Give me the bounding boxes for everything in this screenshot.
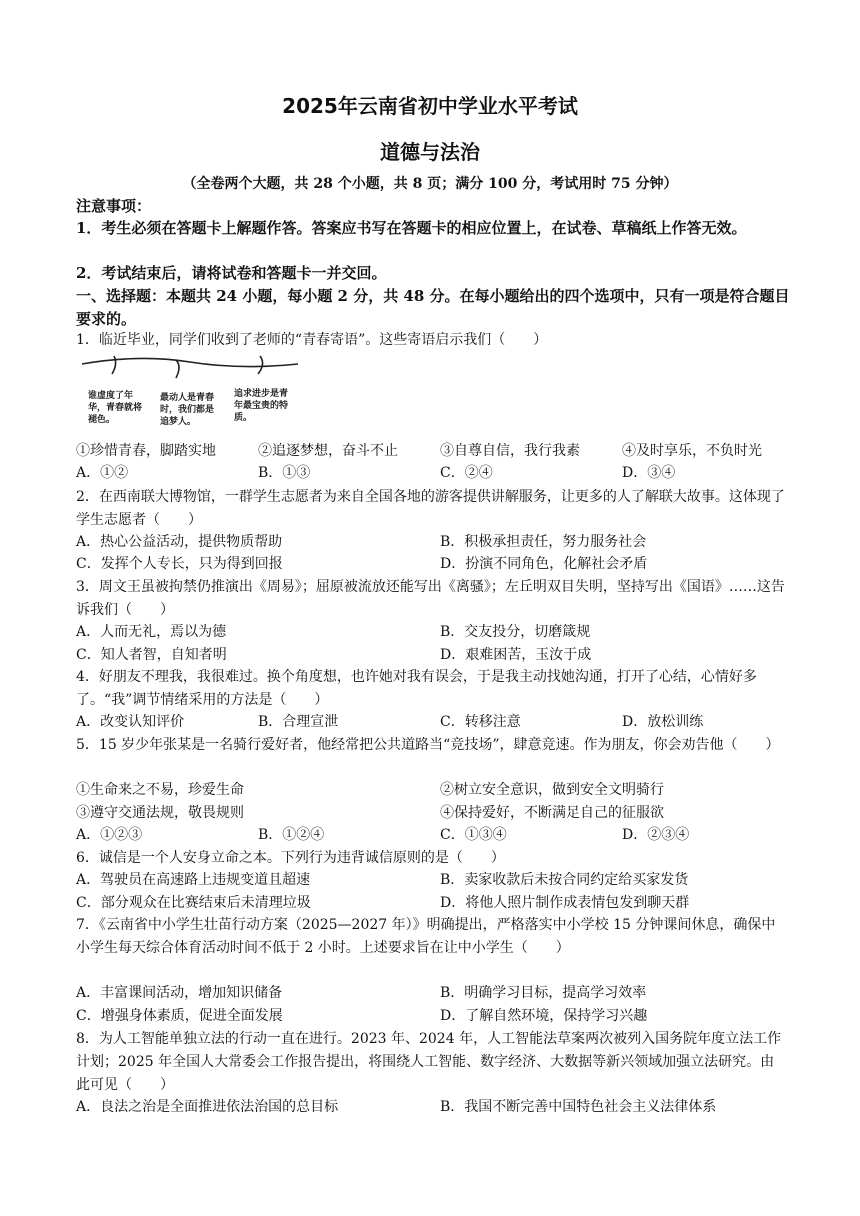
subject-title: 道德与法治 [380,140,480,164]
q3-options-row-2 [76,644,796,666]
q6-option-d: D．将他人照片制作成表情包发到聊天群 [440,895,690,911]
q4-stem: 4．好朋友不理我，我很难过。换个角度想，也许她对我有误会，于是我主动找她沟通，打开了心结，心情好多了。“我”调节情绪采用的方法是（ ） [76,669,757,708]
q8-option-a: A．良法之治是全面推进依法治国的总目标 [76,1099,339,1115]
q8-stem: 8．为人工智能单独立法的行动一直在进行。2023 年、2024 年，人工智能法草案两次被列入国务院年度立法工作计划；2025 年全国人大常委会工作报告提出，将围绕人工智能、数字经济、大数据等新兴领域加强立法研究。由此可见（ ） [76,1031,782,1093]
q5-item-1: ①生命来之不易，珍爱生命 [76,782,244,798]
hanging-string-illustration [80,352,300,382]
q2-option-b: B．积极承担责任，努力服务社会 [440,534,647,550]
q1-option-d: D．③④ [622,465,676,481]
q6-options-row-1 [76,869,796,891]
q4-option-b: B．合理宣泄 [258,714,339,730]
q5-option-a: A．①②③ [76,827,143,843]
q6-option-b: B．卖家收款后未按合同约定给买家发货 [440,872,689,888]
section-1-heading: 一、选择题：本题共 24 小题，每小题 2 分，共 48 分。在每小题给出的四个选项中，只有一项是符合题目要求的。 [76,287,790,328]
q4-option-a: A．改变认知评价 [76,714,185,730]
q3-option-a: A．人而无礼，焉以为德 [76,624,227,640]
q7-option-a: A．丰富课间活动，增加知识储备 [76,985,283,1001]
q8-options-row-1 [76,1096,796,1118]
q3-options-row-1 [76,621,796,643]
q3-option-b: B．交友投分，切磨箴规 [440,624,591,640]
q1-card-strip [80,352,300,434]
q5-option-d: D．②③④ [622,827,690,843]
q2-option-d: D．扮演不同角色，化解社会矛盾 [440,556,648,572]
q1-stem: 1．临近毕业，同学们收到了老师的“青春寄语”。这些寄语启示我们（ ） [76,332,548,348]
q2-options-row-1 [76,531,796,553]
q8-option-b: B．我国不断完善中国特色社会主义法律体系 [440,1099,717,1115]
q7-option-c: C．增强身体素质，促进全面发展 [76,1008,283,1024]
q6-options-row-2 [76,892,796,914]
q1-item-2: ②追逐梦想，奋斗不止 [258,443,398,459]
q1-item-1: ①珍惜青春，脚踏实地 [76,443,216,459]
q4-option-d: D．放松训练 [622,714,704,730]
q5-option-b: B．①②④ [258,827,325,843]
q5-option-c: C．①③④ [440,827,507,843]
q4-option-c: C．转移注意 [440,714,521,730]
q1-option-c: C．②④ [440,465,493,481]
q7-options-row-1 [76,982,796,1004]
q2-option-a: A．热心公益活动，提供物质帮助 [76,534,283,550]
notes-item-2: 2．考试结束后，请将试卷和答题卡一并交回。 [76,264,387,282]
q7-stem: 7．《云南省中小学生壮苗行动方案（2025—2027 年）》明确提出，严格落实中小学校 15 分钟课间休息，确保中小学生每天综合体育活动时间不低于 2 小时。上述要求旨在让中小学生（ ） [76,917,776,956]
q1-card-1: 谁虚度了年华，青春就将褪色。 [88,391,143,425]
q5-options [76,824,796,846]
q5-item-2: ②树立安全意识，做到安全文明骑行 [440,782,664,798]
q7-option-b: B．明确学习目标，提高学习效率 [440,985,647,1001]
q1-option-a: A．①② [76,465,129,481]
q6-option-a: A．驾驶员在高速路上违规变道且超速 [76,872,311,888]
q1-card-2: 最动人是青春时，我们都是追梦人。 [160,393,215,427]
q5-item-3: ③遵守交通法规，敬畏规则 [76,805,244,821]
q7-options-row-2 [76,1005,796,1027]
q2-option-c: C．发挥个人专长，只为得到回报 [76,556,283,572]
q7-option-d: D．了解自然环境，保持学习兴趣 [440,1008,648,1024]
notes-heading: 注意事项： [76,197,152,215]
q1-items [76,440,796,462]
q5-item-4: ④保持爱好，不断满足自己的征服欲 [440,805,664,821]
q5-items-row-1 [76,779,796,801]
exam-info: （全卷两个大题，共 28 个小题，共 8 页；满分 100 分，考试用时 75 分钟） [182,176,678,192]
q1-options [76,462,796,484]
q2-options-row-2 [76,553,796,575]
q1-option-b: B．①③ [258,465,311,481]
q2-stem: 2．在西南联大博物馆，一群学生志愿者为来自全国各地的游客提供讲解服务，让更多的人了解联大故事。这体现了学生志愿者（ ） [76,489,785,528]
q1-item-3: ③自尊自信，我行我素 [440,443,580,459]
q4-options [76,711,796,733]
q3-option-c: C．知人者智，自知者明 [76,647,227,663]
q5-stem: 5．15 岁少年张某是一名骑行爱好者，他经常把公共道路当“竞技场”，肆意竞速。作为朋友，你会劝告他（ ） [76,737,780,753]
q6-stem: 6．诚信是一个人安身立命之本。下列行为违背诚信原则的是（ ） [76,850,505,866]
notes-item-1: 1．考生必须在答题卡上解题作答。答案应书写在答题卡的相应位置上，在试卷、草稿纸上作答无效。 [76,219,747,237]
q3-option-d: D．艰难困苦，玉汝于成 [440,647,592,663]
q3-stem: 3．周文王虽被拘禁仍推演出《周易》；屈原被流放还能写出《离骚》；左丘明双目失明，坚持写出《国语》……这告诉我们（ ） [76,579,785,618]
q1-card-3: 追求进步是青年最宝贵的特质。 [234,389,289,423]
q5-items-row-2 [76,802,796,824]
exam-title: 2025年云南省初中学业水平考试 [282,94,578,118]
q6-option-c: C．部分观众在比赛结束后未清理垃圾 [76,895,311,911]
q1-item-4: ④及时享乐，不负时光 [622,443,762,459]
